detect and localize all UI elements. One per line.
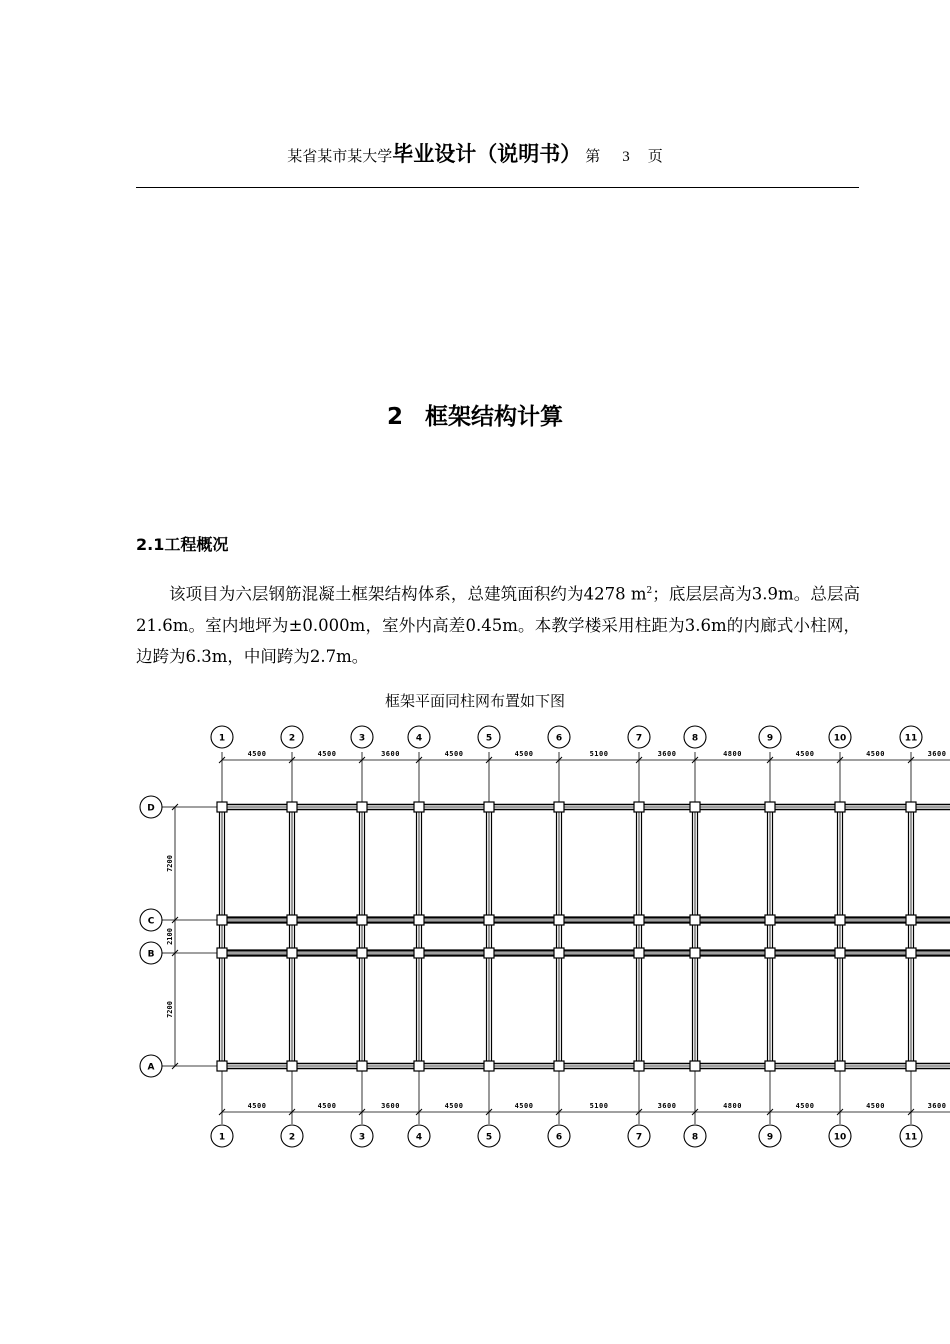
column-section bbox=[765, 1061, 775, 1071]
bay-dimension-label: 4500 bbox=[866, 750, 885, 758]
bay-dimension-label: 4500 bbox=[444, 1102, 464, 1110]
bay-dimension-label: 3600 bbox=[927, 750, 947, 758]
column-section bbox=[634, 915, 644, 925]
chapter-title: 框架结构计算 bbox=[425, 404, 563, 430]
column-section bbox=[906, 948, 916, 958]
column-section bbox=[554, 915, 564, 925]
bay-dimension-label: 4500 bbox=[866, 1102, 885, 1110]
column-section bbox=[217, 915, 227, 925]
paragraph-part-1: 该项目为六层钢筋混凝土框架结构体系，总建筑面积约为4278 m bbox=[169, 584, 647, 604]
body-paragraph bbox=[136, 576, 860, 672]
column-section bbox=[484, 948, 494, 958]
column-axis-label: 11 bbox=[904, 733, 918, 744]
row-axis-label: B bbox=[147, 949, 155, 960]
row-dimension-label: 2100 bbox=[166, 928, 174, 945]
column-section bbox=[217, 1061, 227, 1071]
bay-dimension-label: 5100 bbox=[589, 750, 609, 758]
bay-dimension-label: 3600 bbox=[381, 1102, 400, 1110]
bay-dimension-label: 4500 bbox=[317, 1102, 337, 1110]
bay-dimension-label: 4500 bbox=[795, 1102, 815, 1110]
bay-dimension-label: 3600 bbox=[381, 750, 400, 758]
bay-dimension-label: 4500 bbox=[247, 750, 267, 758]
bay-dimension-label: 4500 bbox=[317, 750, 337, 758]
column-axis-label: 4 bbox=[415, 733, 423, 744]
column-section bbox=[690, 915, 700, 925]
column-axis-label: 10 bbox=[833, 733, 847, 744]
column-section bbox=[414, 948, 424, 958]
row-axis-label: C bbox=[147, 916, 155, 927]
bay-dimension-label: 5100 bbox=[589, 1102, 609, 1110]
column-section bbox=[357, 948, 367, 958]
row-axis-label: D bbox=[147, 803, 155, 814]
column-axis-label: 11 bbox=[904, 1132, 918, 1143]
column-axis-label: 10 bbox=[833, 1132, 847, 1143]
column-section bbox=[357, 1061, 367, 1071]
bay-dimension-label: 4800 bbox=[723, 750, 742, 758]
column-section bbox=[484, 915, 494, 925]
column-section bbox=[217, 948, 227, 958]
row-dimension-label: 7200 bbox=[166, 855, 174, 872]
bay-dimension-label: 4500 bbox=[795, 750, 815, 758]
column-section bbox=[554, 1061, 564, 1071]
bay-dimension-label: 3600 bbox=[657, 1102, 677, 1110]
column-section bbox=[835, 802, 845, 812]
column-axis-label: 1 bbox=[218, 1132, 226, 1143]
column-axis-label: 3 bbox=[358, 733, 366, 744]
column-section bbox=[484, 802, 494, 812]
column-axis-label: 5 bbox=[485, 733, 493, 744]
column-axis-label: 1 bbox=[218, 733, 226, 744]
column-section bbox=[835, 1061, 845, 1071]
column-axis-label: 8 bbox=[691, 1132, 699, 1143]
column-section bbox=[765, 948, 775, 958]
header-title: 毕业设计（说明书） bbox=[392, 142, 582, 166]
chapter-number: 2 bbox=[386, 404, 403, 430]
column-axis-label: 2 bbox=[288, 1132, 296, 1143]
column-section bbox=[287, 1061, 297, 1071]
column-axis-label: 6 bbox=[555, 733, 563, 744]
column-section bbox=[484, 1061, 494, 1071]
column-section bbox=[554, 948, 564, 958]
row-dimension-label: 7200 bbox=[166, 1001, 174, 1018]
column-axis-label: 9 bbox=[766, 1132, 774, 1143]
column-axis-label: 8 bbox=[691, 733, 699, 744]
bay-dimension-label: 4500 bbox=[247, 1102, 267, 1110]
column-section bbox=[287, 948, 297, 958]
column-axis-label: 2 bbox=[288, 733, 296, 744]
column-axis-label: 5 bbox=[485, 1132, 493, 1143]
paragraph-superscript: 2 bbox=[646, 586, 653, 596]
column-section bbox=[835, 948, 845, 958]
column-axis-label: 4 bbox=[415, 1132, 423, 1143]
bay-dimension-label: 4500 bbox=[514, 750, 534, 758]
column-section bbox=[357, 915, 367, 925]
bay-dimension-label: 4500 bbox=[514, 1102, 534, 1110]
column-axis-label: 7 bbox=[635, 1132, 643, 1143]
header-page-number: 3 bbox=[622, 149, 630, 165]
column-section bbox=[554, 802, 564, 812]
column-section bbox=[357, 802, 367, 812]
column-section bbox=[765, 802, 775, 812]
bay-dimension-label: 4800 bbox=[723, 1102, 742, 1110]
header-prefix: 某省某市某大学 bbox=[287, 147, 393, 165]
column-section bbox=[690, 1061, 700, 1071]
row-axis-label: A bbox=[147, 1062, 155, 1073]
figure-caption: 框架平面同柱网布置如下图 bbox=[384, 692, 565, 710]
column-section bbox=[690, 802, 700, 812]
column-section bbox=[287, 802, 297, 812]
column-section bbox=[906, 915, 916, 925]
header-rule bbox=[136, 187, 859, 188]
column-section bbox=[634, 1061, 644, 1071]
bay-dimension-label: 4500 bbox=[444, 750, 464, 758]
column-section bbox=[906, 802, 916, 812]
column-axis-label: 3 bbox=[358, 1132, 366, 1143]
column-section bbox=[217, 802, 227, 812]
column-section bbox=[634, 802, 644, 812]
paragraph-part-2: ；底层层高为3.9m。总层高21.6m。室内地坪为±0.000m，室外内高差0.45m。本教学楼采用柱距为3.6m的内廊式小柱网，边跨为6.3m，中间跨为2.7m。 bbox=[136, 584, 860, 666]
column-section bbox=[414, 802, 424, 812]
column-section bbox=[906, 1061, 916, 1071]
column-axis-label: 7 bbox=[635, 733, 643, 744]
column-section bbox=[765, 915, 775, 925]
header-page-suffix: 页 bbox=[647, 147, 663, 165]
column-section bbox=[690, 948, 700, 958]
column-section bbox=[634, 948, 644, 958]
chapter-heading bbox=[0, 398, 950, 431]
column-section bbox=[414, 915, 424, 925]
column-section bbox=[414, 1061, 424, 1071]
bay-dimension-label: 3600 bbox=[657, 750, 677, 758]
header-page-label: 第 bbox=[585, 147, 601, 165]
column-axis-label: 9 bbox=[766, 733, 774, 744]
column-section bbox=[287, 915, 297, 925]
bay-dimension-label: 3600 bbox=[927, 1102, 947, 1110]
section-heading: 2.1工程概况 bbox=[136, 535, 229, 554]
column-axis-label: 6 bbox=[555, 1132, 563, 1143]
page-header bbox=[0, 138, 950, 168]
frame-plan-figure bbox=[0, 700, 950, 1160]
column-section bbox=[835, 915, 845, 925]
